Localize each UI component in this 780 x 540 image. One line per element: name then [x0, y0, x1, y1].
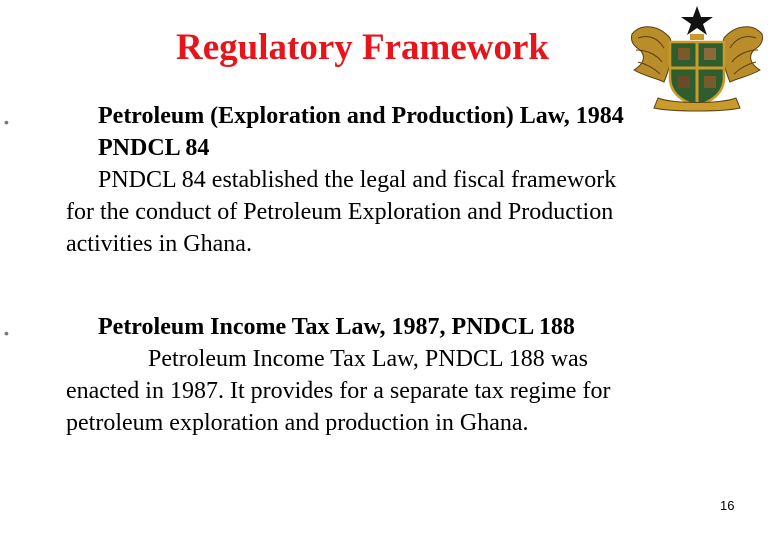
body-line: activities in Ghana.: [66, 231, 252, 257]
slide-title: Regulatory Framework: [176, 27, 549, 68]
bullet-heading-continued: PNDCL 84: [98, 135, 210, 161]
bullet-heading: Petroleum (Exploration and Production) Law, 1984: [98, 103, 624, 129]
body-line: petroleum exploration and production in Ghana.: [66, 410, 529, 436]
ghana-coat-of-arms-icon: [622, 4, 772, 112]
body-line: Petroleum Income Tax Law, PNDCL 188 was: [148, 346, 589, 372]
page-number: 16: [720, 498, 735, 513]
body-line: for the conduct of Petroleum Exploration and Production: [66, 199, 614, 225]
bullet-heading: Petroleum Income Tax Law, 1987, PNDCL 188: [98, 314, 575, 340]
bullet-dot-icon: •: [4, 114, 9, 130]
body-line: enacted in 1987. It provides for a separate tax regime for: [66, 378, 611, 404]
bullet-item: [4, 311, 716, 439]
bullet-dot-icon: •: [4, 325, 9, 341]
body-line: PNDCL 84 established the legal and fiscal framework: [98, 167, 617, 193]
bullet-item: [4, 100, 716, 260]
slide-body: [4, 100, 716, 439]
